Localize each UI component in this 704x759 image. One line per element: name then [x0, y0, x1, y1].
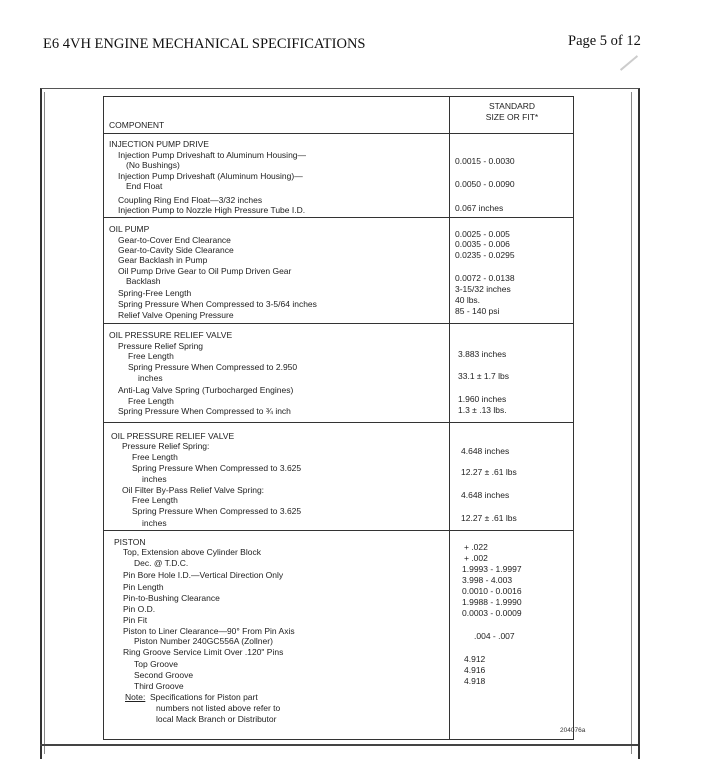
row-divider: [104, 422, 573, 423]
spec-label: Injection Pump Driveshaft to Aluminum Housing—: [118, 150, 307, 160]
row-divider: [104, 323, 573, 324]
spec-label: Pin Bore Hole I.D.—Vertical Direction Only: [123, 570, 284, 580]
spec-value: 3-15/32 inches: [455, 284, 511, 294]
spec-label: Spring Pressure When Compressed to ¾ inch: [118, 406, 291, 416]
spec-value: 0.0015 - 0.0030: [455, 156, 515, 166]
spec-label: Gear-to-Cover End Clearance: [118, 235, 231, 245]
column-header-standard: [450, 101, 574, 123]
spec-label: Gear-to-Cavity Side Clearance: [118, 245, 234, 255]
spec-label: inches: [142, 518, 167, 528]
spec-value: 0.0035 - 0.006: [455, 239, 510, 249]
section-title: OIL PRESSURE RELIEF VALVE: [109, 330, 233, 340]
spec-label: Injection Pump Driveshaft (Aluminum Housing)—: [118, 171, 303, 181]
spec-value: 12.27 ± .61 lbs: [461, 467, 517, 477]
spec-value: 0.0010 - 0.0016: [462, 586, 522, 596]
note-text: numbers not listed above refer to: [156, 703, 281, 713]
spec-label: Spring Pressure When Compressed to 3-5/64 inches: [118, 299, 317, 309]
spec-value: 4.918: [464, 676, 486, 686]
spec-value: + .002: [464, 553, 488, 563]
column-divider: [449, 97, 450, 739]
spec-value: 1.9988 - 1.9990: [462, 597, 522, 607]
spec-value: 0.0025 - 0.005: [455, 229, 510, 239]
column-header-component: COMPONENT: [109, 120, 165, 130]
spec-value: 40 lbs.: [455, 295, 481, 305]
spec-label: Top, Extension above Cylinder Block: [123, 547, 261, 557]
spec-value: .004 - .007: [474, 631, 515, 641]
spec-label: Piston to Liner Clearance—90° From Pin Axis: [123, 626, 295, 636]
spec-value: 4.648 inches: [461, 490, 510, 500]
column-header-standard-line: STANDARD: [488, 101, 536, 111]
spec-label: Pressure Relief Spring: [118, 341, 204, 351]
section-title: OIL PUMP: [109, 224, 150, 234]
row-divider: [104, 133, 573, 134]
spec-value: 1.3 ± .13 lbs.: [458, 405, 507, 415]
spec-label: Spring-Free Length: [118, 288, 192, 298]
bottom-rule: [40, 744, 638, 746]
spec-label: Oil Pump Drive Gear to Oil Pump Driven Gear: [118, 266, 292, 276]
spec-label: Third Groove: [134, 681, 184, 691]
spec-label: (No Bushings): [126, 160, 180, 170]
spec-value: 0.0050 - 0.0090: [455, 179, 515, 189]
spec-value: 4.648 inches: [461, 446, 510, 456]
spec-label: inches: [142, 474, 167, 484]
spec-label: End Float: [126, 181, 163, 191]
spec-value: 0.0003 - 0.0009: [462, 608, 522, 618]
note-label: Note:: [125, 692, 146, 702]
spec-value: 3.998 - 4.003: [462, 575, 513, 585]
spec-label: Free Length: [128, 351, 174, 361]
spec-value: 1.9993 - 1.9997: [462, 564, 522, 574]
note-text: Specifications for Piston part: [150, 692, 258, 702]
spec-label: Spring Pressure When Compressed to 2.950: [128, 362, 298, 372]
spec-label: Second Groove: [134, 670, 194, 680]
spec-value: 33.1 ± 1.7 lbs: [458, 371, 509, 381]
spec-value: 0.0235 - 0.0295: [455, 250, 515, 260]
spec-label: Anti-Lag Valve Spring (Turbocharged Engines): [118, 385, 294, 395]
section-title: OIL PRESSURE RELIEF VALVE: [111, 431, 235, 441]
spec-label: Free Length: [132, 495, 178, 505]
spec-label: Spring Pressure When Compressed to 3.625: [132, 463, 302, 473]
spec-label: Free Length: [128, 396, 174, 406]
spec-label: Pin O.D.: [123, 604, 156, 614]
row-divider: [104, 217, 573, 218]
spec-label: Top Groove: [134, 659, 178, 669]
spec-value: 0.067 inches: [455, 203, 504, 213]
spec-label: Pin Fit: [123, 615, 148, 625]
spec-label: Pressure Relief Spring:: [122, 441, 210, 451]
spec-label: Ring Groove Service Limit Over .120" Pins: [123, 647, 284, 657]
spec-value: 4.916: [464, 665, 486, 675]
page-number: Page 5 of 12: [568, 33, 641, 49]
document-title: E6 4VH ENGINE MECHANICAL SPECIFICATIONS: [43, 36, 366, 52]
spec-label: inches: [138, 373, 163, 383]
spec-label: Dec. @ T.D.C.: [134, 558, 189, 568]
pen-mark: [620, 55, 638, 71]
spec-label: Oil Filter By-Pass Relief Valve Spring:: [122, 485, 265, 495]
spec-label: Spring Pressure When Compressed to 3.625: [132, 506, 302, 516]
spec-label: Free Length: [132, 452, 178, 462]
spec-value: 3.883 inches: [458, 349, 507, 359]
column-header-standard-line: SIZE OR FIT*: [485, 112, 539, 122]
spec-value: 12.27 ± .61 lbs: [461, 513, 517, 523]
spec-value: 4.912: [464, 654, 486, 664]
spec-label: Pin-to-Bushing Clearance: [123, 593, 220, 603]
spec-value: + .022: [464, 542, 488, 552]
spec-value: 0.0072 - 0.0138: [455, 273, 515, 283]
note-text: local Mack Branch or Distributor: [156, 714, 277, 724]
specifications-table: [103, 96, 574, 740]
spec-label: Pin Length: [123, 582, 164, 592]
section-title: INJECTION PUMP DRIVE: [109, 139, 209, 149]
spec-label: Piston Number 240GC556A (Zollner): [134, 636, 273, 646]
spec-label: Relief Valve Opening Pressure: [118, 310, 234, 320]
figure-id: 204076a: [560, 727, 586, 734]
spec-label: Coupling Ring End Float—3/32 inches: [118, 195, 263, 205]
section-title: PISTON: [114, 537, 146, 547]
row-divider: [104, 530, 573, 531]
spec-value: 85 - 140 psi: [455, 306, 500, 316]
spec-value: 1.960 inches: [458, 394, 507, 404]
spec-label: Gear Backlash in Pump: [118, 255, 208, 265]
spec-label: Backlash: [126, 276, 161, 286]
spec-label: Injection Pump to Nozzle High Pressure Tube I.D.: [118, 205, 306, 215]
